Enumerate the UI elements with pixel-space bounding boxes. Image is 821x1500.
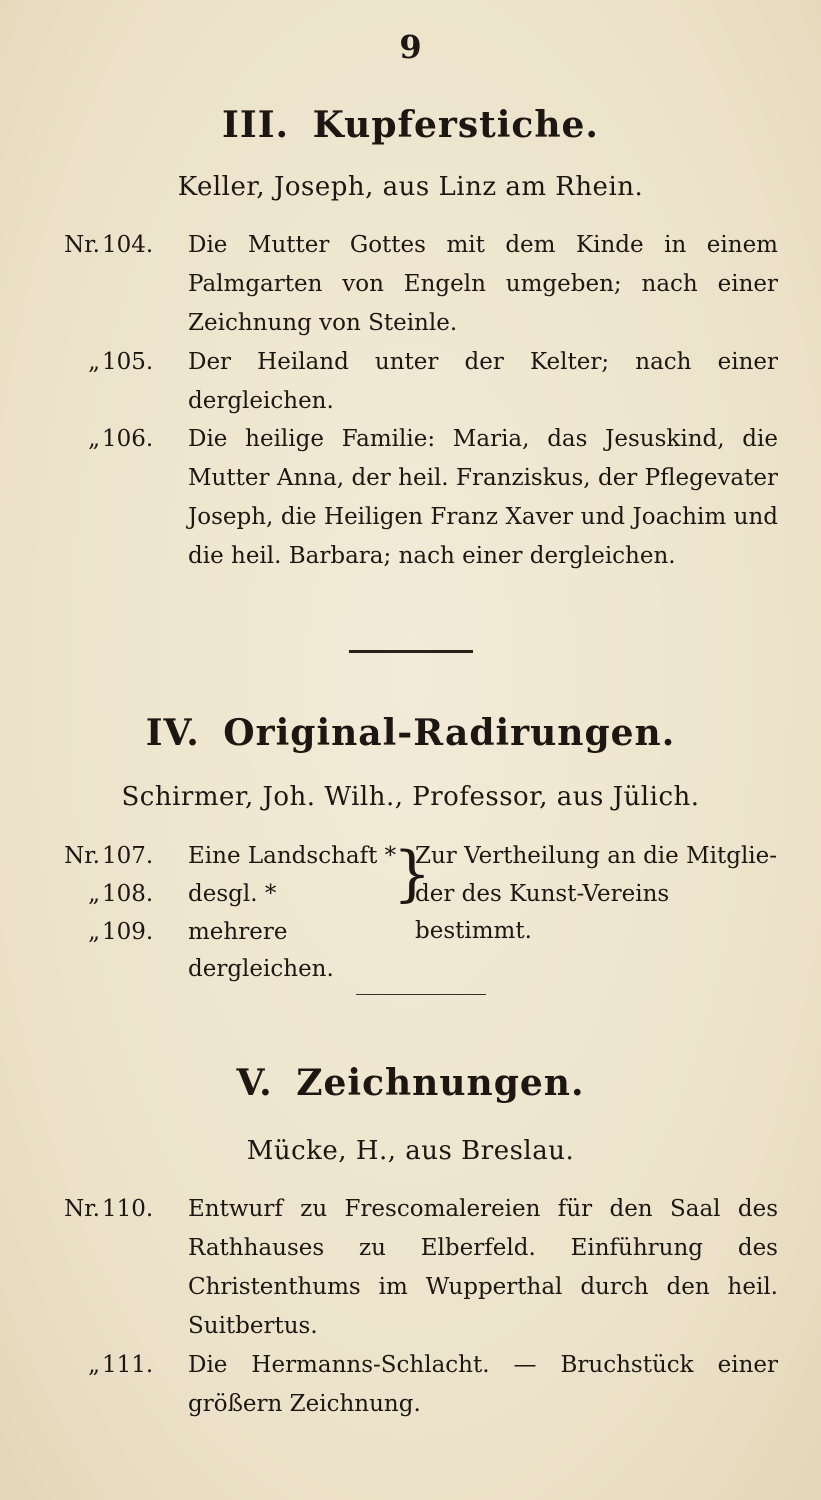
artist-heading: Mücke, H., aus Breslau. [246,1136,575,1166]
section-title-zeichnungen [0,1062,821,1104]
entry-text: Die Mutter Gottes mit dem Kinde in einem Palmgarten von Engeln umgeben; nach einer Zeichnung von Steinle. [188,232,778,336]
entry-prefix: „ [88,881,100,907]
entry-text: Entwurf zu Frescomalereien für den Saal des Rathhauses zu Elberfeld. Einführung des Christenthums im Wupperthal durch den heil. Suitbertus. [188,1196,778,1339]
section-title-text: Kupferstiche. [312,104,599,146]
entry-prefix: „ [88,349,100,375]
entry-number: 104. [102,232,154,258]
entry-number: 110. [102,1196,154,1222]
section-title-text: Original-Radirungen. [223,712,676,754]
entry-number: 108. [102,881,154,907]
entry-number: 107. [102,843,154,869]
entry-text: mehrere dergleichen. [188,919,334,982]
brace-glyph: } [393,839,432,909]
entry-number: 111. [102,1352,154,1378]
entry-prefix: Nr. [64,843,100,869]
distribution-note-line: Zur Vertheilung an die Mitglie- [415,843,778,869]
section-title-text: Zeichnungen. [296,1062,585,1104]
entry-prefix: „ [88,1352,100,1378]
entry-text: Die heilige Familie: Maria, das Jesuskind, die Mutter Anna, der heil. Franziskus, der Pflegevater Joseph, die Heiligen Franz Xaver und Joachim und die heil. Barbara; nach einer dergleichen. [188,426,778,569]
entry-prefix: „ [88,919,100,945]
entry-number: 106. [102,426,154,452]
entry-prefix: „ [88,426,100,452]
section-roman-numeral: V. [236,1062,273,1104]
distribution-note-line: der des Kunst-Vereins bestimmt. [415,881,670,944]
entry-prefix: Nr. [64,232,100,258]
entry-number: 109. [102,919,154,945]
section-roman-numeral: III. [222,104,290,146]
section-divider [356,994,486,995]
entry-text: Die Hermanns-Schlacht. — Bruchstück einer größern Zeichnung. [188,1352,778,1417]
entry-text: Eine Landschaft * [188,843,397,869]
entry-text: Der Heiland unter der Kelter; nach einer dergleichen. [188,349,778,414]
entry-text: desgl. * [188,881,277,907]
section-title-kupferstiche [0,104,821,146]
page-number: 9 [399,28,422,66]
entry-number: 105. [102,349,154,375]
entry-prefix: Nr. [64,1196,100,1222]
section-title-original-radirungen [0,712,821,754]
artist-heading: Schirmer, Joh. Wilh., Professor, aus Jülich. [121,782,700,812]
artist-heading: Keller, Joseph, aus Linz am Rhein. [177,172,644,202]
section-roman-numeral: IV. [145,712,200,754]
section-divider [349,650,473,653]
